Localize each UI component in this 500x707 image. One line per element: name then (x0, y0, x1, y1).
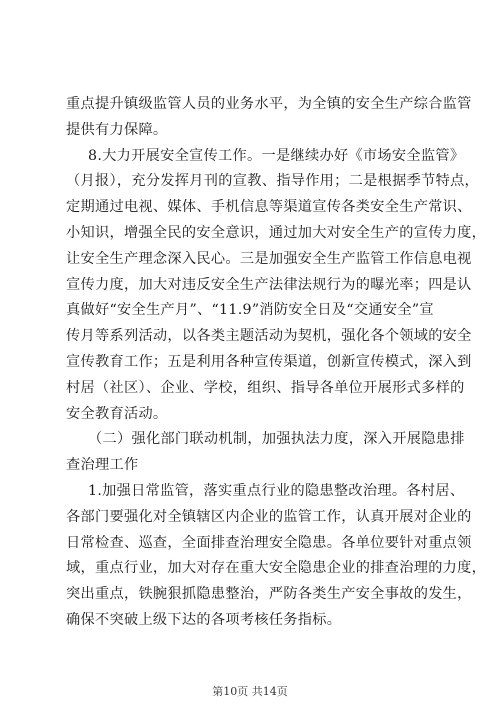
text-line: 突出重点，铁腕狠抓隐患整治，严防各类生产安全事故的发生， (66, 586, 472, 603)
text-line: 宣传力度，加大对违反安全生产法律法规行为的曝光率；四是认 (66, 276, 472, 293)
section-heading-line: （二）强化部门联动机制，加强执法力度，深入开展隐患排 (88, 431, 465, 448)
text-line: 小知识，增强全民的安全意识，通过加大对安全生产的宣传力度， (66, 224, 487, 241)
section-heading-line: 查治理工作 (66, 457, 139, 474)
text-line: 村居（社区）、企业、学校，组织、指导各单位开展形式多样的 (66, 379, 465, 396)
text-line: 让安全生产理念深入民心。三是加强安全生产监管工作信息电视 (66, 250, 472, 267)
text-line: 传月等系列活动，以各类主题活动为契机，强化各个领域的安全 (66, 328, 472, 345)
text-line: （月报），充分发挥月刊的宣教、指导作用；二是根据季节特点， (66, 173, 480, 190)
text-line: 各部门要强化对全镇辖区内企业的监管工作，认真开展对企业的 (66, 508, 472, 525)
text-line: 安全教育活动。 (66, 405, 168, 422)
text-line: 真做好“安全生产月”、“11.9”消防安全日及“交通安全”宣 (66, 302, 434, 319)
text-line: 日常检查、巡查，全面排查治理安全隐患。各单位要针对重点领 (66, 534, 472, 551)
paragraph-start-line: 8.大力开展安全宣传工作。一是继续办好《市场安全监管》 (88, 147, 465, 164)
text-line: 定期通过电视、媒体、手机信息等渠道宣传各类安全生产常识、 (66, 199, 472, 216)
text-line: 宣传教育工作；五是利用各种宣传渠道，创新宣传模式，深入到 (66, 353, 472, 370)
text-line: 域，重点行业，加大对存在重大安全隐患企业的排查治理的力度， (66, 560, 487, 577)
page-footer: 第10页 共14页 (212, 685, 288, 698)
paragraph-start-line: 1.加强日常监管，落实重点行业的隐患整改治理。各村居、 (88, 482, 465, 499)
body-text (66, 92, 487, 634)
text-line: 提供有力保障。 (66, 121, 168, 138)
text-line: 确保不突破上级下达的各项考核任务指标。 (66, 611, 342, 628)
text-line: 重点提升镇级监管人员的业务水平，为全镇的安全生产综合监管 (66, 96, 472, 112)
